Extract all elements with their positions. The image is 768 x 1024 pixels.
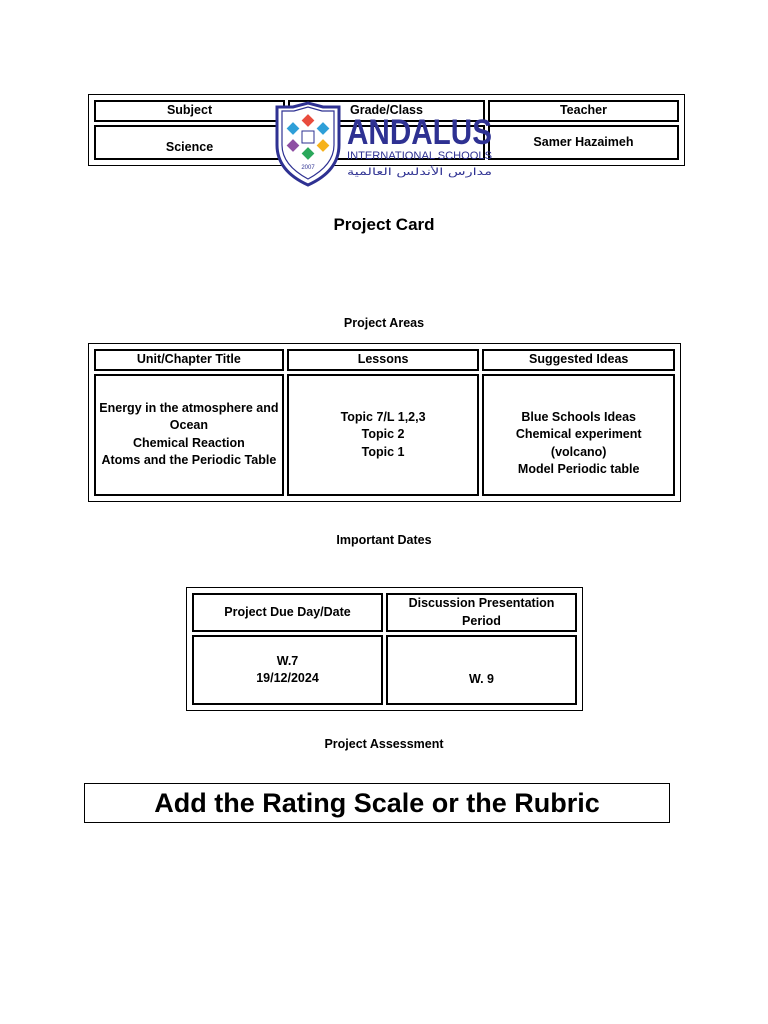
due-date-cell: W.7 19/12/2024 — [192, 635, 383, 705]
presentation-period-cell: W. 9 — [386, 635, 577, 705]
presentation-period-header: Discussion Presentation Period — [386, 593, 577, 632]
important-dates-heading: Important Dates — [336, 533, 432, 547]
project-assessment-heading: Project Assessment — [324, 737, 444, 751]
lessons-cell: Topic 7/L 1,2,3 Topic 2 Topic 1 — [287, 374, 480, 497]
logo-year: 2007 — [301, 165, 315, 171]
lessons-header: Lessons — [287, 349, 480, 371]
header-teacher-value: Samer Hazaimeh — [488, 125, 679, 161]
unit-title-cell: Energy in the atmosphere and Ocean Chemical Reaction Atoms and the Periodic Table — [94, 374, 284, 497]
header-subject-label: Subject — [94, 100, 285, 122]
due-date-header: Project Due Day/Date — [192, 593, 383, 632]
suggested-ideas-cell: Blue Schools Ideas Chemical experiment (volcano) Model Periodic table — [482, 374, 675, 497]
suggested-ideas-header: Suggested Ideas — [482, 349, 675, 371]
important-dates-table — [186, 587, 583, 711]
header-subject-value: Science — [94, 125, 285, 161]
page-title: Project Card — [333, 215, 435, 234]
logo-name: ANDALUS — [347, 113, 492, 152]
header-grade-label: Grade/Class — [288, 100, 485, 122]
school-logo — [275, 101, 495, 187]
project-areas-heading: Project Areas — [343, 316, 425, 330]
logo-arabic: مدارس الأندلس العالمية — [347, 167, 447, 178]
project-areas-table — [88, 343, 681, 502]
logo-mark — [275, 101, 495, 187]
rubric-banner: Add the Rating Scale or the Rubric — [84, 783, 670, 823]
header-teacher-label: Teacher — [488, 100, 679, 122]
unit-title-header: Unit/Chapter Title — [94, 349, 284, 371]
logo-subtitle: INTERNATIONAL SCHOOLS — [347, 150, 492, 162]
